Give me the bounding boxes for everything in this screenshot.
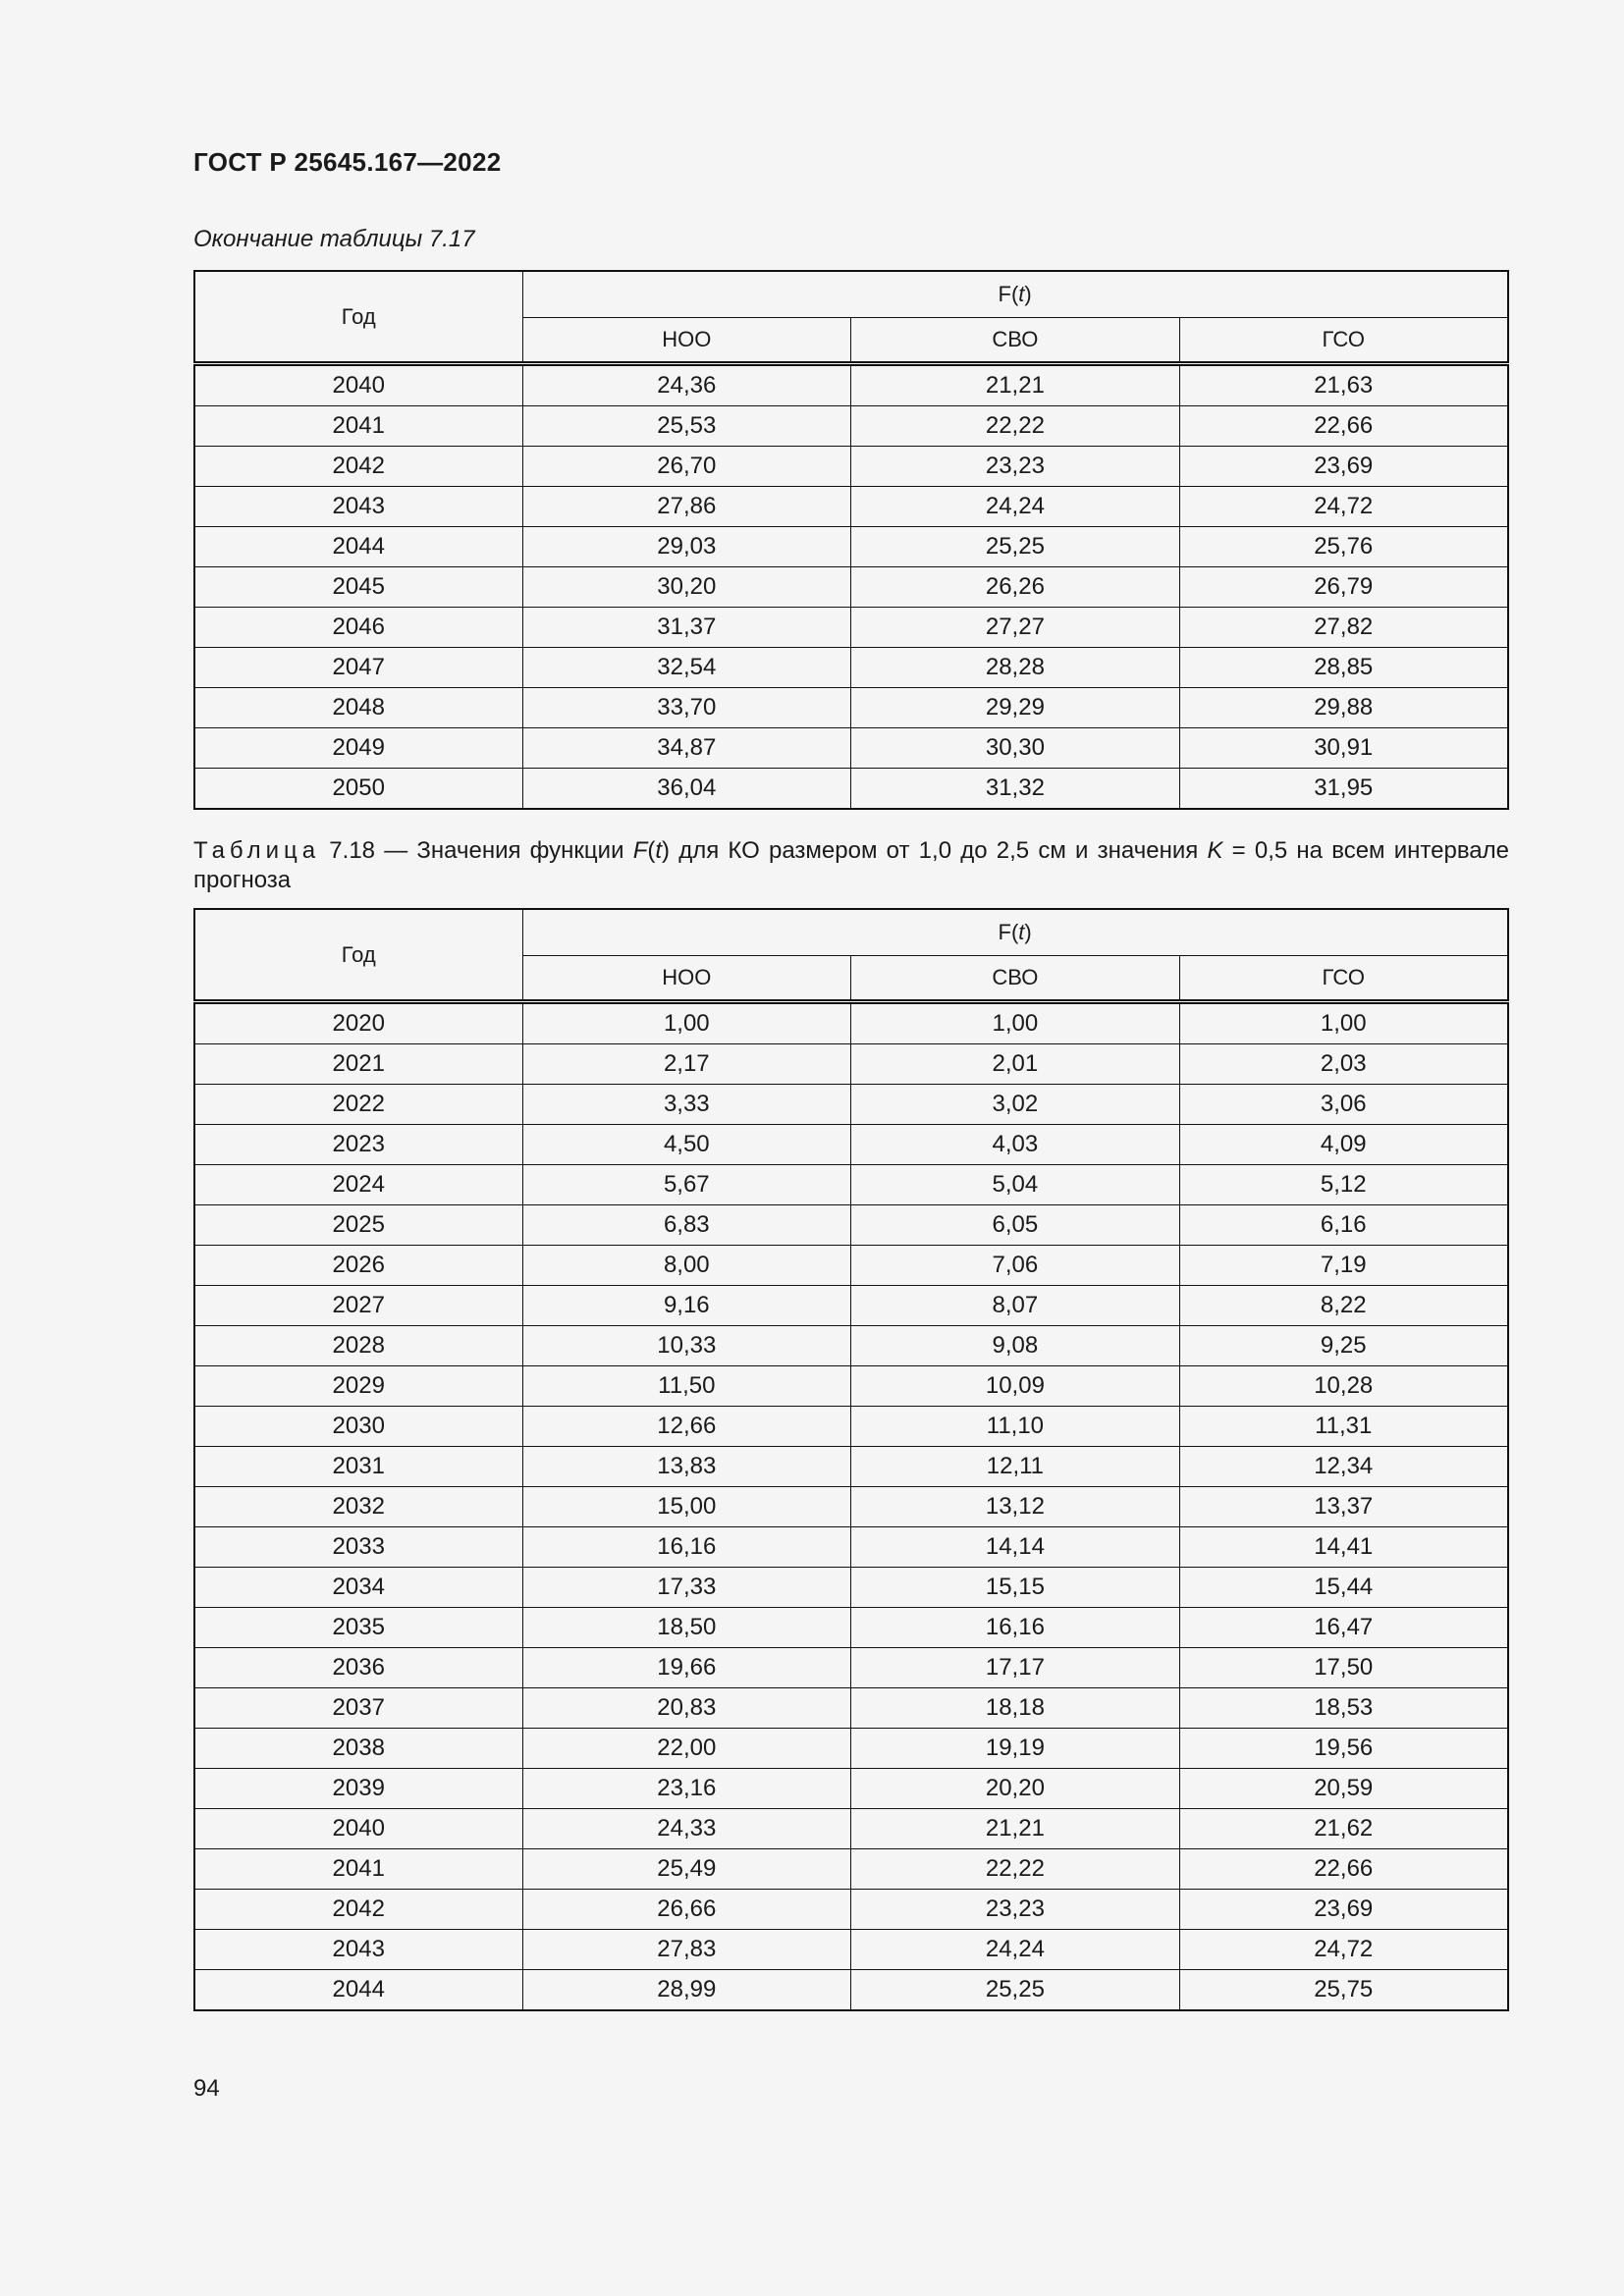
cell-svo: 11,10 — [851, 1407, 1180, 1447]
cell-year: 2022 — [194, 1085, 522, 1125]
table-row — [194, 1246, 1508, 1286]
cell-year: 2033 — [194, 1527, 522, 1568]
cell-gso: 24,72 — [1179, 1930, 1508, 1970]
cell-svo: 24,24 — [851, 1930, 1180, 1970]
table-row — [194, 1568, 1508, 1608]
cell-noo: 29,03 — [522, 527, 851, 567]
table-row — [194, 1205, 1508, 1246]
table-7-18 — [193, 908, 1509, 2011]
cell-noo: 25,49 — [522, 1849, 851, 1890]
cell-year: 2041 — [194, 406, 522, 447]
table-row — [194, 1970, 1508, 2011]
cell-noo: 24,36 — [522, 364, 851, 406]
cell-noo: 10,33 — [522, 1326, 851, 1366]
cell-svo: 10,09 — [851, 1366, 1180, 1407]
cell-gso: 9,25 — [1179, 1326, 1508, 1366]
cell-svo: 26,26 — [851, 567, 1180, 608]
table-row — [194, 1165, 1508, 1205]
cell-gso: 11,31 — [1179, 1407, 1508, 1447]
cell-noo: 9,16 — [522, 1286, 851, 1326]
cell-year: 2047 — [194, 648, 522, 688]
cell-year: 2048 — [194, 688, 522, 728]
cell-year: 2046 — [194, 608, 522, 648]
cell-year: 2038 — [194, 1729, 522, 1769]
cell-svo: 20,20 — [851, 1769, 1180, 1809]
cell-svo: 30,30 — [851, 728, 1180, 769]
cell-svo: 17,17 — [851, 1648, 1180, 1688]
cell-gso: 24,72 — [1179, 487, 1508, 527]
cell-noo: 22,00 — [522, 1729, 851, 1769]
cell-svo: 25,25 — [851, 1970, 1180, 2011]
cell-year: 2020 — [194, 1002, 522, 1044]
cell-year: 2044 — [194, 1970, 522, 2011]
table-7-17 — [193, 270, 1509, 810]
cell-svo: 3,02 — [851, 1085, 1180, 1125]
table-row — [194, 1366, 1508, 1407]
cell-noo: 17,33 — [522, 1568, 851, 1608]
cell-svo: 22,22 — [851, 406, 1180, 447]
table-row — [194, 1085, 1508, 1125]
cell-noo: 15,00 — [522, 1487, 851, 1527]
column-header-svo: СВО — [851, 318, 1180, 364]
cell-gso: 21,62 — [1179, 1809, 1508, 1849]
cell-gso: 23,69 — [1179, 1890, 1508, 1930]
cell-svo: 7,06 — [851, 1246, 1180, 1286]
table-row — [194, 1326, 1508, 1366]
cell-year: 2027 — [194, 1286, 522, 1326]
cell-year: 2049 — [194, 728, 522, 769]
cell-noo: 23,16 — [522, 1769, 851, 1809]
cell-noo: 12,66 — [522, 1407, 851, 1447]
cell-svo: 16,16 — [851, 1608, 1180, 1648]
table-row — [194, 769, 1508, 810]
cell-svo: 1,00 — [851, 1002, 1180, 1044]
table-row — [194, 406, 1508, 447]
cell-gso: 10,28 — [1179, 1366, 1508, 1407]
column-header-gso: ГСО — [1179, 318, 1508, 364]
table-row — [194, 1487, 1508, 1527]
cell-gso: 2,03 — [1179, 1044, 1508, 1085]
table-row — [194, 728, 1508, 769]
cell-year: 2045 — [194, 567, 522, 608]
cell-svo: 18,18 — [851, 1688, 1180, 1729]
cell-noo: 26,66 — [522, 1890, 851, 1930]
cell-noo: 32,54 — [522, 648, 851, 688]
cell-year: 2034 — [194, 1568, 522, 1608]
column-header-noo: НОО — [522, 318, 851, 364]
cell-year: 2042 — [194, 447, 522, 487]
cell-gso: 18,53 — [1179, 1688, 1508, 1729]
cell-svo: 21,21 — [851, 1809, 1180, 1849]
cell-gso: 31,95 — [1179, 769, 1508, 810]
cell-gso: 29,88 — [1179, 688, 1508, 728]
cell-noo: 34,87 — [522, 728, 851, 769]
cell-year: 2039 — [194, 1769, 522, 1809]
cell-gso: 13,37 — [1179, 1487, 1508, 1527]
cell-gso: 12,34 — [1179, 1447, 1508, 1487]
cell-gso: 25,76 — [1179, 527, 1508, 567]
cell-noo: 1,00 — [522, 1002, 851, 1044]
table-row — [194, 1769, 1508, 1809]
cell-noo: 27,83 — [522, 1930, 851, 1970]
page-number: 94 — [193, 2075, 220, 2102]
cell-noo: 2,17 — [522, 1044, 851, 1085]
cell-year: 2041 — [194, 1849, 522, 1890]
cell-gso: 1,00 — [1179, 1002, 1508, 1044]
cell-noo: 24,33 — [522, 1809, 851, 1849]
cell-svo: 12,11 — [851, 1447, 1180, 1487]
table-row — [194, 1809, 1508, 1849]
table-row — [194, 1527, 1508, 1568]
cell-noo: 13,83 — [522, 1447, 851, 1487]
cell-year: 2042 — [194, 1890, 522, 1930]
table-row — [194, 1002, 1508, 1044]
cell-year: 2026 — [194, 1246, 522, 1286]
cell-svo: 19,19 — [851, 1729, 1180, 1769]
table-row — [194, 1044, 1508, 1085]
cell-noo: 18,50 — [522, 1608, 851, 1648]
table-row — [194, 1930, 1508, 1970]
cell-gso: 6,16 — [1179, 1205, 1508, 1246]
cell-noo: 16,16 — [522, 1527, 851, 1568]
table-row — [194, 487, 1508, 527]
table-row — [194, 447, 1508, 487]
table-row — [194, 1729, 1508, 1769]
table-row — [194, 1286, 1508, 1326]
cell-gso: 5,12 — [1179, 1165, 1508, 1205]
cell-svo: 14,14 — [851, 1527, 1180, 1568]
table-continuation-label: Окончание таблицы 7.17 — [193, 226, 475, 252]
cell-gso: 19,56 — [1179, 1729, 1508, 1769]
cell-noo: 8,00 — [522, 1246, 851, 1286]
table-row — [194, 1407, 1508, 1447]
cell-svo: 27,27 — [851, 608, 1180, 648]
cell-svo: 24,24 — [851, 487, 1180, 527]
table-row — [194, 1447, 1508, 1487]
cell-gso: 4,09 — [1179, 1125, 1508, 1165]
cell-year: 2028 — [194, 1326, 522, 1366]
table-row — [194, 648, 1508, 688]
table-row — [194, 1125, 1508, 1165]
cell-gso: 30,91 — [1179, 728, 1508, 769]
cell-svo: 5,04 — [851, 1165, 1180, 1205]
cell-gso: 14,41 — [1179, 1527, 1508, 1568]
column-header-year: Год — [194, 909, 522, 1002]
cell-gso: 26,79 — [1179, 567, 1508, 608]
table-row — [194, 1648, 1508, 1688]
table-row — [194, 527, 1508, 567]
cell-gso: 8,22 — [1179, 1286, 1508, 1326]
cell-year: 2023 — [194, 1125, 522, 1165]
cell-svo: 23,23 — [851, 447, 1180, 487]
cell-gso: 28,85 — [1179, 648, 1508, 688]
cell-gso: 3,06 — [1179, 1085, 1508, 1125]
cell-svo: 25,25 — [851, 527, 1180, 567]
cell-svo: 8,07 — [851, 1286, 1180, 1326]
cell-svo: 13,12 — [851, 1487, 1180, 1527]
column-header-gso: ГСО — [1179, 956, 1508, 1002]
cell-noo: 30,20 — [522, 567, 851, 608]
column-header-year: Год — [194, 271, 522, 364]
cell-gso: 27,82 — [1179, 608, 1508, 648]
column-header-noo: НОО — [522, 956, 851, 1002]
cell-svo: 4,03 — [851, 1125, 1180, 1165]
cell-noo: 6,83 — [522, 1205, 851, 1246]
document-header: ГОСТ Р 25645.167—2022 — [193, 147, 502, 177]
cell-svo: 29,29 — [851, 688, 1180, 728]
cell-noo: 27,86 — [522, 487, 851, 527]
column-group-header-f: F(t) — [522, 909, 1508, 956]
cell-year: 2029 — [194, 1366, 522, 1407]
cell-year: 2024 — [194, 1165, 522, 1205]
cell-noo: 20,83 — [522, 1688, 851, 1729]
cell-noo: 26,70 — [522, 447, 851, 487]
cell-gso: 22,66 — [1179, 1849, 1508, 1890]
cell-noo: 25,53 — [522, 406, 851, 447]
cell-gso: 22,66 — [1179, 406, 1508, 447]
cell-noo: 33,70 — [522, 688, 851, 728]
cell-noo: 11,50 — [522, 1366, 851, 1407]
cell-year: 2050 — [194, 769, 522, 810]
cell-svo: 2,01 — [851, 1044, 1180, 1085]
table-row — [194, 364, 1508, 406]
cell-noo: 19,66 — [522, 1648, 851, 1688]
cell-year: 2021 — [194, 1044, 522, 1085]
cell-gso: 23,69 — [1179, 447, 1508, 487]
cell-gso: 7,19 — [1179, 1246, 1508, 1286]
table-7-18-caption: Таблица 7.18 — Значения функции F(t) для КО размером от 1,0 до 2,5 см и значения K = 0,5 на всем интервале прогноза — [193, 837, 1510, 893]
cell-year: 2040 — [194, 364, 522, 406]
cell-year: 2035 — [194, 1608, 522, 1648]
cell-gso: 17,50 — [1179, 1648, 1508, 1688]
cell-year: 2030 — [194, 1407, 522, 1447]
table-row — [194, 1688, 1508, 1729]
table-row — [194, 567, 1508, 608]
cell-gso: 21,63 — [1179, 364, 1508, 406]
table-row — [194, 1608, 1508, 1648]
column-group-header-f: F(t) — [522, 271, 1508, 318]
cell-svo: 22,22 — [851, 1849, 1180, 1890]
cell-noo: 28,99 — [522, 1970, 851, 2011]
cell-gso: 25,75 — [1179, 1970, 1508, 2011]
cell-year: 2032 — [194, 1487, 522, 1527]
column-header-svo: СВО — [851, 956, 1180, 1002]
cell-noo: 5,67 — [522, 1165, 851, 1205]
cell-svo: 21,21 — [851, 364, 1180, 406]
cell-year: 2036 — [194, 1648, 522, 1688]
cell-svo: 15,15 — [851, 1568, 1180, 1608]
cell-svo: 31,32 — [851, 769, 1180, 810]
cell-svo: 28,28 — [851, 648, 1180, 688]
cell-noo: 36,04 — [522, 769, 851, 810]
cell-gso: 20,59 — [1179, 1769, 1508, 1809]
cell-gso: 15,44 — [1179, 1568, 1508, 1608]
cell-year: 2037 — [194, 1688, 522, 1729]
cell-svo: 23,23 — [851, 1890, 1180, 1930]
cell-svo: 9,08 — [851, 1326, 1180, 1366]
table-row — [194, 608, 1508, 648]
cell-gso: 16,47 — [1179, 1608, 1508, 1648]
cell-year: 2040 — [194, 1809, 522, 1849]
cell-noo: 3,33 — [522, 1085, 851, 1125]
cell-year: 2043 — [194, 1930, 522, 1970]
cell-year: 2031 — [194, 1447, 522, 1487]
table-row — [194, 1849, 1508, 1890]
table-row — [194, 688, 1508, 728]
cell-noo: 31,37 — [522, 608, 851, 648]
cell-svo: 6,05 — [851, 1205, 1180, 1246]
cell-year: 2025 — [194, 1205, 522, 1246]
table-row — [194, 1890, 1508, 1930]
cell-year: 2044 — [194, 527, 522, 567]
cell-year: 2043 — [194, 487, 522, 527]
cell-noo: 4,50 — [522, 1125, 851, 1165]
